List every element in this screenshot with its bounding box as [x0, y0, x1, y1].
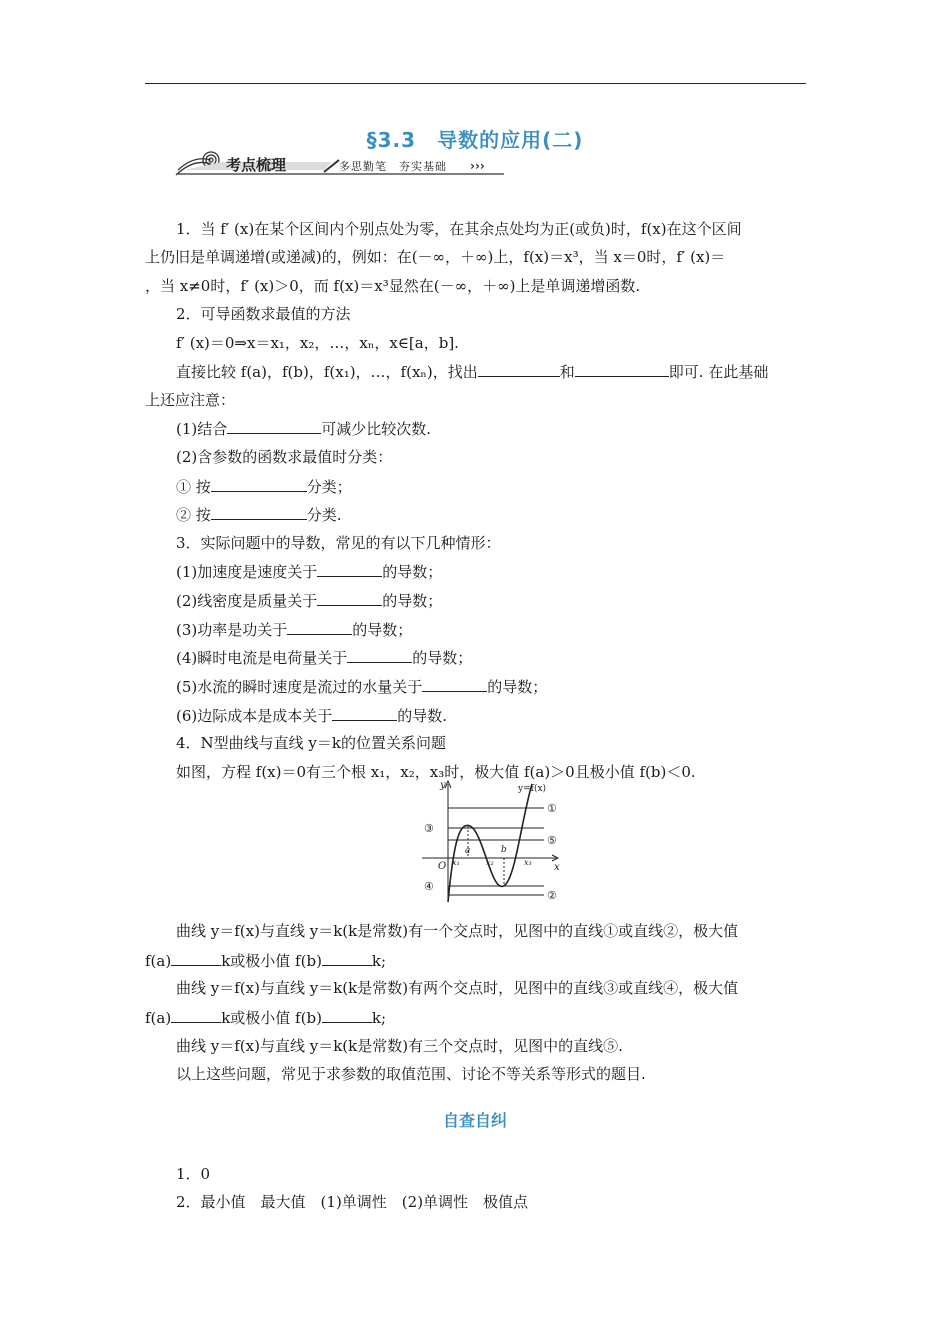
answer-blank [171, 1007, 221, 1023]
para-3-item-3 [176, 619, 412, 640]
para-2-sub-2 [176, 504, 342, 525]
text: f(a) [145, 952, 172, 970]
para-4-two-intersections: 曲线 y＝f(x)与直线 y＝k(k是常数)有两个交点时，见图中的直线③或直线④，极大值 [176, 979, 739, 997]
para-4-heading: 4．N型曲线与直线 y＝k的位置关系问题 [176, 734, 447, 752]
answer-blank [478, 361, 560, 377]
answer-blank [287, 619, 352, 635]
para-2-sub-1 [176, 476, 352, 497]
banner-subtitle: 多思勤笔 夯实基础 [339, 160, 447, 173]
answer-blank [227, 418, 321, 434]
text: 的导数. [397, 707, 448, 725]
answer-blank [322, 950, 372, 966]
text: 和 [559, 363, 575, 381]
text: 的导数； [382, 592, 443, 610]
para-2-item-1 [176, 418, 431, 439]
para-2-note: 上还应注意： [145, 391, 236, 409]
para-1-line-1: 1．当 f′ (x)在某个区间内个别点处为零，在其余点处均为正(或负)时，f(x)在这个区间 [176, 220, 742, 238]
para-2-formula: f′ (x)＝0⇒x＝x₁，x₂，…，xₙ，x∈[a，b]. [176, 334, 459, 352]
answer-blank [317, 590, 382, 606]
text: ① 按 [176, 478, 211, 496]
text: 分类； [306, 478, 352, 496]
answer-blank [422, 676, 487, 692]
answer-blank [211, 504, 307, 520]
para-2-item-2: (2)含参数的函数求最值时分类： [176, 448, 393, 466]
origin-label: O [438, 861, 447, 872]
answer-blank [211, 476, 307, 492]
para-3-item-2 [176, 590, 442, 611]
answer-blank [347, 647, 412, 663]
b-label: b [501, 845, 507, 855]
x-label: x [554, 862, 560, 873]
para-2-heading: 2．可导函数求最值的方法 [176, 305, 351, 323]
para-3-item-4 [176, 647, 472, 668]
answer-blank [322, 1007, 372, 1023]
header-rule [145, 83, 806, 84]
banner-tag: 考点梳理 [226, 156, 287, 174]
text: (4)瞬时电流是电荷量关于 [176, 649, 348, 667]
answers-heading: 自查自纠 [442, 1111, 507, 1130]
text: 的导数； [487, 678, 548, 696]
text: (6)边际成本是成本关于 [176, 707, 333, 725]
para-1-line-2: 上仍旧是单调递增(或递减)的，例如：在(－∞，＋∞)上，f(x)＝x³，当 x＝0时，f′ (x)＝ [145, 248, 726, 266]
text: 可减少比较次数. [321, 420, 432, 438]
x3-label: x₃ [524, 858, 532, 867]
text: 的导数； [382, 563, 443, 581]
x1-label: x₁ [452, 858, 460, 867]
curve-label: y=f(x) [518, 784, 547, 794]
curve [448, 784, 532, 902]
text: k; [371, 952, 387, 970]
para-3-item-5 [176, 676, 547, 697]
answer-1: 1．0 [176, 1165, 211, 1183]
y-label: y [440, 780, 446, 791]
answer-blank [317, 561, 382, 577]
text: (1)结合 [176, 420, 228, 438]
circled-2: ② [547, 889, 557, 902]
answer-blank [332, 705, 397, 721]
para-2-compare [176, 361, 768, 382]
text: k或极小值 f(b) [221, 1009, 322, 1027]
circled-5: ⑤ [547, 834, 557, 847]
para-3-item-6 [176, 705, 447, 726]
para-4-summary: 以上这些问题，常见于求参数的取值范围、讨论不等关系等形式的题目. [176, 1065, 646, 1083]
n-curve-figure [418, 778, 578, 906]
a-label: a [465, 846, 471, 856]
page-title: §3.3 导数的应用(二) [366, 128, 584, 152]
answer-blank [575, 361, 669, 377]
answer-2: 2．最小值 最大值 (1)单调性 (2)单调性 极值点 [176, 1193, 529, 1211]
para-3-item-1 [176, 561, 442, 582]
text: 即可. 在此基础 [668, 363, 769, 381]
text: 直接比较 f(a)，f(b)，f(x₁)，…，f(xₙ)，找出 [176, 363, 478, 381]
text: (5)水流的瞬时速度是流过的水量关于 [176, 678, 423, 696]
text: 的导数； [412, 649, 473, 667]
text: (2)线密度是质量关于 [176, 592, 318, 610]
para-3-heading: 3．实际问题中的导数，常见的有以下几种情形： [176, 534, 501, 552]
text: 分类. [306, 506, 342, 524]
para-4-intro: 如图，方程 f(x)＝0有三个根 x₁，x₂，x₃时，极大值 f(a)＞0且极小值 f(b)＜0. [176, 763, 696, 781]
para-4-three-intersections: 曲线 y＝f(x)与直线 y＝k(k是常数)有三个交点时，见图中的直线⑤. [176, 1037, 623, 1055]
circled-1: ① [547, 802, 557, 815]
text: k; [371, 1009, 387, 1027]
section-banner [174, 150, 504, 180]
circled-4: ④ [424, 880, 434, 893]
para-4-one-intersection: 曲线 y＝f(x)与直线 y＝k(k是常数)有一个交点时，见图中的直线①或直线②，极大值 [176, 922, 739, 940]
circled-3: ③ [424, 822, 434, 835]
text: (1)加速度是速度关于 [176, 563, 318, 581]
para-4-two-intersections-cont [145, 1007, 386, 1028]
para-4-one-intersection-cont [145, 950, 386, 971]
para-1-line-3: ，当 x≠0时，f′ (x)＞0，而 f(x)＝x³显然在(－∞，＋∞)上是单调递增函数. [145, 277, 641, 295]
text: k或极小值 f(b) [221, 952, 322, 970]
svg-text:›››: ››› [470, 159, 485, 173]
text: (3)功率是功关于 [176, 621, 288, 639]
text: 的导数； [352, 621, 413, 639]
text: ② 按 [176, 506, 211, 524]
x2-label: x₂ [486, 858, 494, 867]
text: f(a) [145, 1009, 172, 1027]
answer-blank [171, 950, 221, 966]
